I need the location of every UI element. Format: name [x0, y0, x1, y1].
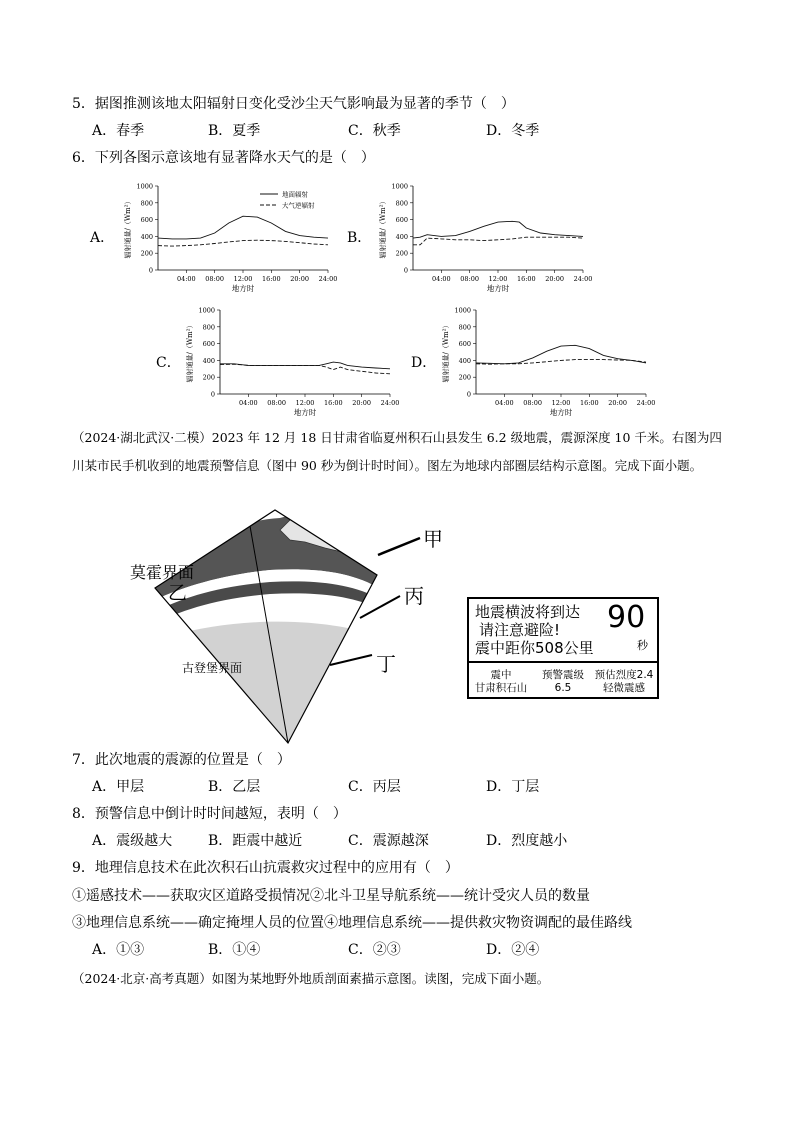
atmospheric-counter-radiation-line	[476, 360, 646, 365]
q7-option-d: D．丁层	[486, 779, 540, 795]
legend-label: 大气逆辐射	[282, 201, 315, 210]
q5-option-c: C．秋季	[348, 123, 401, 139]
x-tick-label: 20:00	[545, 275, 565, 283]
y-tick-label: 200	[140, 249, 153, 258]
x-tick-label: 04:00	[431, 275, 451, 283]
x-axis-label: 地方时	[293, 408, 317, 417]
atmospheric-counter-radiation-line	[220, 364, 390, 374]
y-tick-label: 200	[395, 249, 408, 258]
y-tick-label: 800	[202, 323, 215, 332]
warning-epicenter	[473, 669, 529, 695]
chart-a-letter: A．	[90, 230, 115, 246]
x-tick-label: 04:00	[238, 399, 258, 407]
y-tick-label: 0	[148, 266, 153, 275]
legend-label: 地面辐射	[282, 190, 308, 199]
chart-c	[180, 302, 405, 420]
q9-option-a: A．①③	[92, 942, 145, 958]
x-tick-label: 04:00	[494, 399, 514, 407]
warning-divider	[469, 661, 657, 663]
q7-option-b: B．乙层	[208, 779, 261, 795]
chart-b	[373, 178, 598, 296]
warning-intensity-value: 轻微震感	[603, 682, 645, 694]
y-tick-label: 400	[458, 356, 471, 365]
x-axis-label: 地方时	[486, 284, 510, 293]
y-tick-label: 600	[140, 216, 153, 225]
atmospheric-counter-radiation-line	[413, 237, 583, 245]
warning-line1: 地震横波将到达	[475, 603, 581, 621]
atmospheric-counter-radiation-line	[158, 240, 328, 246]
q5-option-d: D．冬季	[486, 123, 540, 139]
warning-epicenter-value: 甘肃积石山	[474, 682, 528, 694]
warning-magnitude-value: 6.5	[554, 682, 572, 694]
q6-stem: 6．下列各图示意该地有显著降水天气的是（ ）	[72, 150, 375, 166]
y-tick-label: 0	[403, 266, 408, 275]
q8-option-b: B．距震中越近	[208, 833, 303, 849]
y-tick-label: 0	[466, 390, 471, 399]
q8-stem: 8．预警信息中倒计时时间越短，表明（ ）	[72, 806, 347, 822]
x-tick-label: 20:00	[290, 275, 310, 283]
q9-option-d: D．②④	[486, 942, 540, 958]
x-tick-label: 12:00	[488, 275, 508, 283]
label-moho: 莫霍界面	[130, 563, 195, 582]
x-tick-label: 16:00	[516, 275, 536, 283]
x-tick-label: 04:00	[176, 275, 196, 283]
y-tick-label: 200	[458, 373, 471, 382]
chart-d-letter: D．	[411, 355, 437, 371]
y-tick-label: 200	[202, 373, 215, 382]
q7-option-a: A．甲层	[92, 779, 145, 795]
q9-option-c: C．②③	[348, 942, 401, 958]
label-jia: 甲	[423, 527, 443, 551]
warning-intensity-label: 预估烈度2.4	[594, 669, 654, 681]
y-axis-label: 辐射通量/（Wm²）	[186, 321, 194, 383]
warning-intensity	[591, 669, 657, 695]
y-tick-label: 0	[210, 390, 215, 399]
chart-a	[118, 178, 343, 296]
q8-option-a: A．震级越大	[92, 833, 173, 849]
y-tick-label: 800	[458, 323, 471, 332]
y-axis-label: 辐射通量/（Wm²）	[124, 197, 132, 259]
x-axis-label: 地方时	[231, 284, 255, 293]
warning-countdown-unit: 秒	[637, 639, 648, 652]
y-tick-label: 600	[202, 340, 215, 349]
y-tick-label: 1000	[198, 306, 215, 315]
x-tick-label: 16:00	[323, 399, 343, 407]
label-gutenberg: 古登堡界面	[182, 661, 243, 675]
q8-option-d: D．烈度越小	[486, 833, 568, 849]
q7-option-c: C．丙层	[348, 779, 401, 795]
q5-option-a: A．春季	[92, 123, 145, 139]
x-tick-label: 08:00	[267, 399, 287, 407]
y-axis-label: 辐射通量/（Wm²）	[379, 197, 387, 259]
x-tick-label: 16:00	[261, 275, 281, 283]
q5-option-b: B．夏季	[208, 123, 261, 139]
y-tick-label: 400	[395, 232, 408, 241]
x-tick-label: 20:00	[608, 399, 628, 407]
warning-countdown: 90	[607, 600, 646, 635]
q9-option-b: B．①④	[208, 942, 261, 958]
intro-earthquake: （2024·湖北武汉·二模）2023 年 12 月 18 日甘肃省临夏州积石山县发生 6.2 级地震，震源深度 10 千米。右图为四川某市民手机收到的地震预警信息（图中 90 秒为倒计时时间）。图左为地球内部圈层结构示意图。完成下面小题。	[72, 430, 722, 473]
warning-epicenter-label: 震中	[490, 669, 512, 681]
x-tick-label: 24:00	[636, 399, 656, 407]
q9-line1: ①遥感技术——获取灾区道路受损情况②北斗卫星导航系统——统计受灾人员的数量	[72, 888, 590, 904]
x-tick-label: 08:00	[460, 275, 480, 283]
intro-geology: （2024·北京·高考真题）如图为某地野外地质剖面素描示意图。读图，完成下面小题。	[72, 971, 550, 986]
warning-magnitude	[535, 669, 591, 695]
x-tick-label: 08:00	[523, 399, 543, 407]
y-tick-label: 1000	[454, 306, 471, 315]
y-tick-label: 600	[395, 216, 408, 225]
ground-radiation-line	[413, 221, 583, 238]
warning-line2: 请注意避险!	[479, 621, 561, 639]
q8-option-c: C．震源越深	[348, 833, 429, 849]
x-tick-label: 16:00	[579, 399, 599, 407]
label-bing: 丙	[404, 584, 424, 608]
x-tick-label: 12:00	[233, 275, 253, 283]
x-tick-label: 12:00	[551, 399, 571, 407]
y-tick-label: 400	[202, 356, 215, 365]
x-tick-label: 08:00	[205, 275, 225, 283]
label-yi: 乙	[168, 582, 188, 604]
ground-radiation-line	[476, 345, 646, 364]
x-tick-label: 24:00	[318, 275, 338, 283]
x-axis-label: 地方时	[549, 408, 573, 417]
earth-interior-diagram	[120, 500, 460, 750]
y-tick-label: 800	[395, 199, 408, 208]
q5-stem: 5．据图推测该地太阳辐射日变化受沙尘天气影响最为显著的季节（ ）	[72, 96, 515, 112]
x-tick-label: 24:00	[380, 399, 400, 407]
ground-radiation-line	[158, 216, 328, 239]
q9-stem: 9．地理信息技术在此次积石山抗震救灾过程中的应用有（ ）	[72, 860, 459, 876]
q9-line2: ③地理信息系统——确定掩埋人员的位置④地理信息系统——提供救灾物资调配的最佳路线	[72, 915, 632, 931]
y-tick-label: 400	[140, 232, 153, 241]
y-axis-label: 辐射通量/（Wm²）	[442, 321, 450, 383]
warning-line3: 震中距你508公里	[475, 639, 594, 657]
chart-b-letter: B．	[347, 230, 372, 246]
warning-magnitude-label: 预警震级	[542, 669, 584, 681]
y-tick-label: 1000	[136, 182, 153, 191]
x-tick-label: 24:00	[573, 275, 593, 283]
y-tick-label: 1000	[391, 182, 408, 191]
label-ding: 丁	[376, 652, 396, 676]
x-tick-label: 12:00	[295, 399, 315, 407]
x-tick-label: 20:00	[352, 399, 372, 407]
y-tick-label: 600	[458, 340, 471, 349]
y-tick-label: 800	[140, 199, 153, 208]
chart-d	[436, 302, 661, 420]
earthquake-warning-panel	[467, 597, 659, 699]
chart-c-letter: C．	[156, 355, 181, 371]
q7-stem: 7．此次地震的震源的位置是（ ）	[72, 752, 291, 768]
